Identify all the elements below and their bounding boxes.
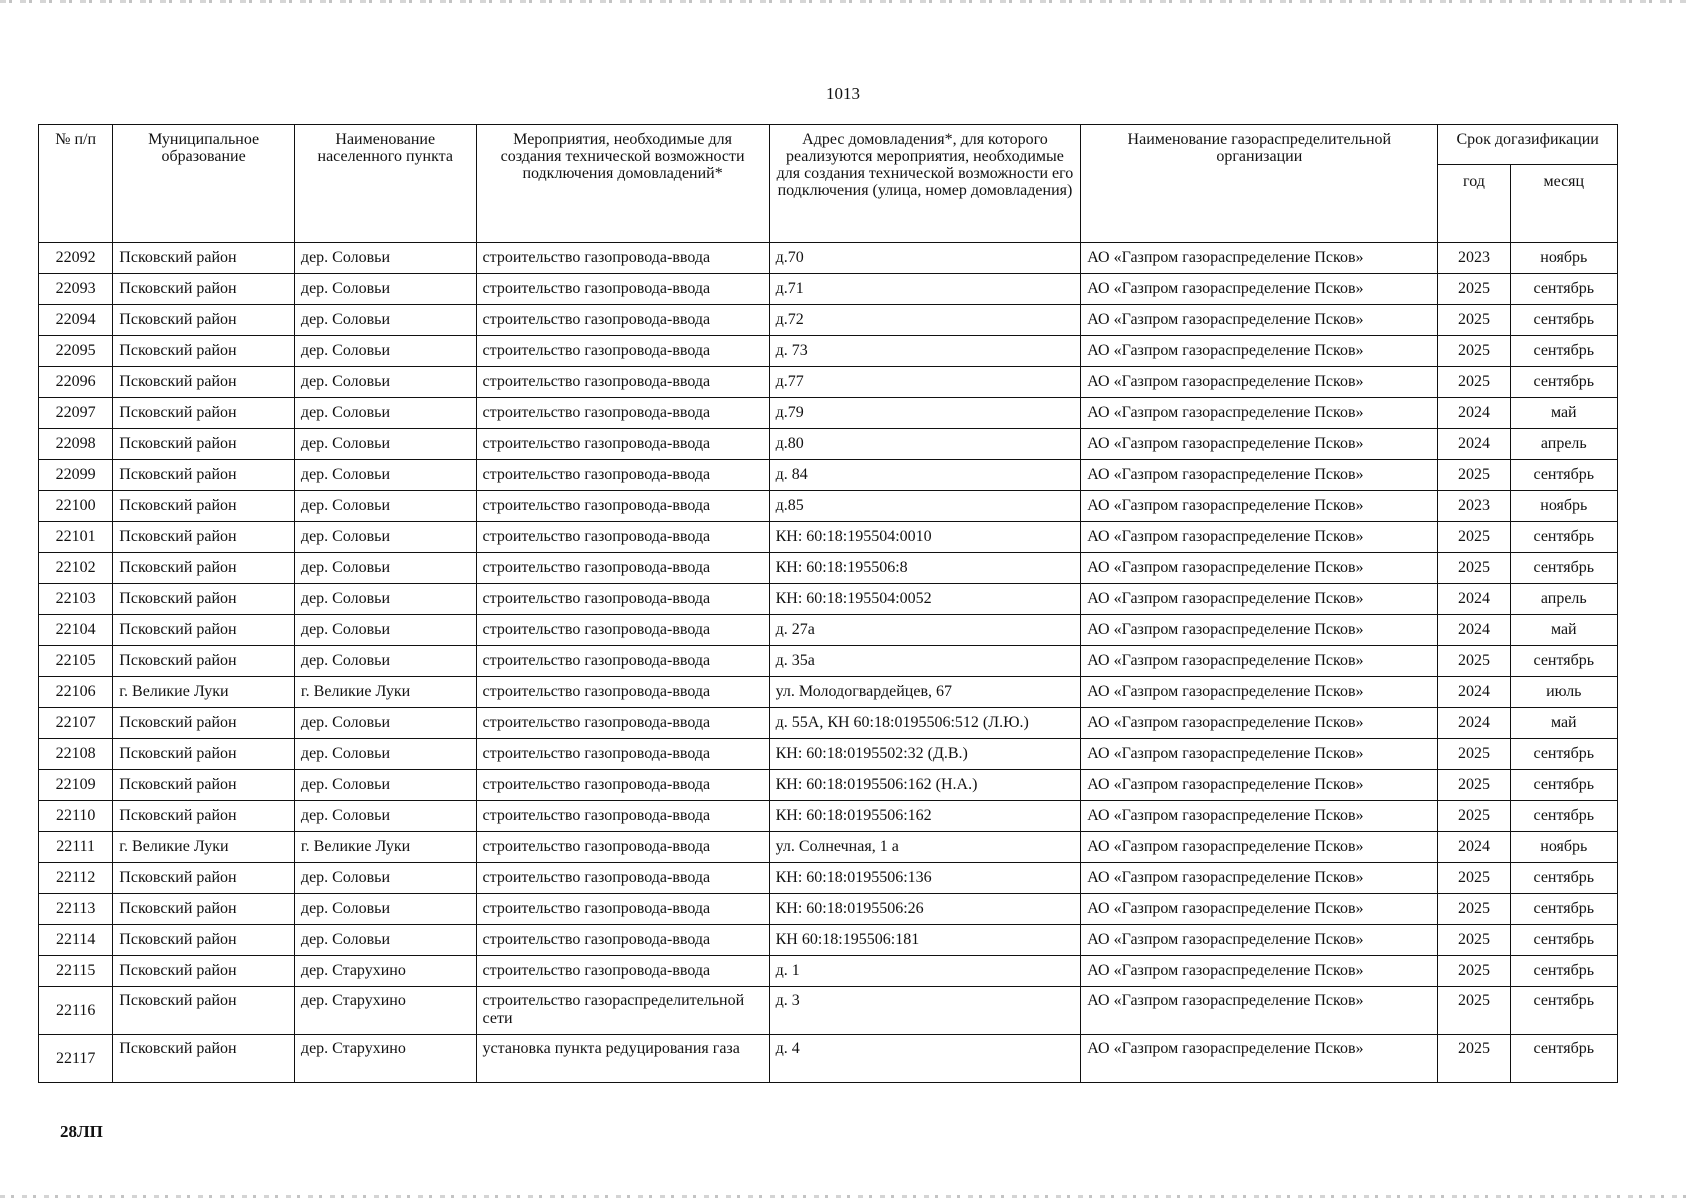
scan-edge-bottom [0,1195,1686,1198]
cell-settlement: дер. Соловьи [294,522,476,553]
cell-month: сентябрь [1510,925,1617,956]
cell-month: сентябрь [1510,646,1617,677]
cell-address: КН: 60:18:0195502:32 (Д.В.) [769,739,1081,770]
cell-month: сентябрь [1510,739,1617,770]
cell-org: АО «Газпром газораспределение Псков» [1081,832,1438,863]
cell-measure: строительство газопровода-ввода [476,274,769,305]
cell-year: 2025 [1438,274,1510,305]
cell-month: сентябрь [1510,522,1617,553]
cell-month: сентябрь [1510,894,1617,925]
cell-settlement: дер. Соловьи [294,801,476,832]
cell-measure: строительство газораспределительной сети [476,987,769,1035]
cell-month: апрель [1510,584,1617,615]
cell-settlement: дер. Старухино [294,1035,476,1083]
cell-municipality: Псковский район [113,801,295,832]
cell-measure: строительство газопровода-ввода [476,801,769,832]
cell-address: д.79 [769,398,1081,429]
cell-year: 2024 [1438,584,1510,615]
cell-month: сентябрь [1510,863,1617,894]
cell-year: 2023 [1438,491,1510,522]
cell-year: 2025 [1438,801,1510,832]
cell-measure: строительство газопровода-ввода [476,677,769,708]
cell-org: АО «Газпром газораспределение Псков» [1081,553,1438,584]
table-row [39,491,1618,522]
cell-measure: строительство газопровода-ввода [476,863,769,894]
cell-month: апрель [1510,429,1617,460]
cell-municipality: Псковский район [113,584,295,615]
cell-year: 2024 [1438,615,1510,646]
cell-settlement: дер. Соловьи [294,336,476,367]
cell-num: 22106 [39,677,113,708]
cell-num: 22094 [39,305,113,336]
cell-settlement: дер. Старухино [294,987,476,1035]
cell-num: 22097 [39,398,113,429]
cell-num: 22105 [39,646,113,677]
table-row [39,677,1618,708]
cell-year: 2025 [1438,956,1510,987]
table-row [39,1035,1618,1083]
cell-measure: строительство газопровода-ввода [476,553,769,584]
cell-address: КН: 60:18:0195506:26 [769,894,1081,925]
cell-municipality: Псковский район [113,956,295,987]
cell-measure: строительство газопровода-ввода [476,367,769,398]
cell-address: д.72 [769,305,1081,336]
cell-org: АО «Газпром газораспределение Псков» [1081,770,1438,801]
cell-measure: строительство газопровода-ввода [476,770,769,801]
cell-month: июль [1510,677,1617,708]
cell-municipality: Псковский район [113,615,295,646]
cell-num: 22096 [39,367,113,398]
cell-address: КН 60:18:195506:181 [769,925,1081,956]
cell-num: 22093 [39,274,113,305]
cell-measure: строительство газопровода-ввода [476,305,769,336]
cell-month: ноябрь [1510,243,1617,274]
cell-year: 2025 [1438,646,1510,677]
cell-month: сентябрь [1510,336,1617,367]
cell-org: АО «Газпром газораспределение Псков» [1081,801,1438,832]
cell-municipality: Псковский район [113,770,295,801]
table-row [39,522,1618,553]
cell-measure: строительство газопровода-ввода [476,739,769,770]
cell-num: 22101 [39,522,113,553]
table-row [39,305,1618,336]
cell-month: сентябрь [1510,956,1617,987]
header-measures: Мероприятия, необходимые для создания технической возможности подключения домовладений* [476,125,769,243]
cell-address: КН: 60:18:0195506:136 [769,863,1081,894]
cell-municipality: Псковский район [113,491,295,522]
cell-measure: строительство газопровода-ввода [476,708,769,739]
cell-num: 22102 [39,553,113,584]
cell-org: АО «Газпром газораспределение Псков» [1081,305,1438,336]
cell-num: 22117 [39,1035,113,1083]
cell-address: д. 3 [769,987,1081,1035]
cell-address: д.80 [769,429,1081,460]
cell-year: 2025 [1438,305,1510,336]
header-year: год [1438,165,1510,243]
cell-year: 2025 [1438,1035,1510,1083]
cell-num: 22100 [39,491,113,522]
cell-settlement: дер. Старухино [294,956,476,987]
cell-settlement: дер. Соловьи [294,615,476,646]
cell-settlement: дер. Соловьи [294,894,476,925]
cell-settlement: дер. Соловьи [294,708,476,739]
cell-org: АО «Газпром газораспределение Псков» [1081,646,1438,677]
cell-address: д.71 [769,274,1081,305]
cell-municipality: Псковский район [113,739,295,770]
cell-address: КН: 60:18:0195506:162 (Н.А.) [769,770,1081,801]
cell-measure: строительство газопровода-ввода [476,584,769,615]
cell-settlement: дер. Соловьи [294,460,476,491]
table-row [39,832,1618,863]
cell-year: 2025 [1438,336,1510,367]
cell-num: 22108 [39,739,113,770]
cell-address: ул. Солнечная, 1 а [769,832,1081,863]
cell-num: 22092 [39,243,113,274]
cell-org: АО «Газпром газораспределение Псков» [1081,677,1438,708]
cell-municipality: Псковский район [113,987,295,1035]
cell-settlement: дер. Соловьи [294,553,476,584]
cell-num: 22104 [39,615,113,646]
cell-measure: строительство газопровода-ввода [476,491,769,522]
cell-month: май [1510,708,1617,739]
table-row [39,553,1618,584]
header-term: Срок догазификации [1438,125,1618,165]
cell-municipality: Псковский район [113,367,295,398]
cell-address: КН: 60:18:195504:0010 [769,522,1081,553]
cell-settlement: дер. Соловьи [294,367,476,398]
cell-num: 22116 [39,987,113,1035]
table-row [39,894,1618,925]
cell-municipality: Псковский район [113,553,295,584]
cell-org: АО «Газпром газораспределение Псков» [1081,987,1438,1035]
cell-municipality: Псковский район [113,336,295,367]
cell-municipality: Псковский район [113,708,295,739]
cell-measure: строительство газопровода-ввода [476,925,769,956]
cell-year: 2024 [1438,708,1510,739]
cell-municipality: г. Великие Луки [113,677,295,708]
header-address: Адрес домовладения*, для которого реализуются мероприятия, необходимые для создания технической возможности его подключения (улица, номер домовладения) [769,125,1081,243]
table-row [39,336,1618,367]
cell-address: д. 73 [769,336,1081,367]
cell-address: д. 84 [769,460,1081,491]
cell-num: 22107 [39,708,113,739]
cell-measure: строительство газопровода-ввода [476,522,769,553]
table-row [39,708,1618,739]
cell-measure: строительство газопровода-ввода [476,894,769,925]
cell-num: 22115 [39,956,113,987]
cell-settlement: дер. Соловьи [294,584,476,615]
cell-settlement: дер. Соловьи [294,429,476,460]
cell-year: 2025 [1438,739,1510,770]
scan-edge-top [0,0,1686,3]
cell-municipality: Псковский район [113,460,295,491]
cell-municipality: Псковский район [113,429,295,460]
cell-measure: строительство газопровода-ввода [476,460,769,491]
cell-address: ул. Молодогвардейцев, 67 [769,677,1081,708]
cell-num: 22099 [39,460,113,491]
header-municipality: Муниципальное образование [113,125,295,243]
cell-settlement: дер. Соловьи [294,863,476,894]
cell-measure: строительство газопровода-ввода [476,646,769,677]
table-row [39,274,1618,305]
cell-municipality: Псковский район [113,894,295,925]
cell-municipality: г. Великие Луки [113,832,295,863]
cell-org: АО «Газпром газораспределение Псков» [1081,1035,1438,1083]
cell-address: д.77 [769,367,1081,398]
cell-num: 22113 [39,894,113,925]
cell-measure: строительство газопровода-ввода [476,615,769,646]
cell-municipality: Псковский район [113,646,295,677]
cell-num: 22109 [39,770,113,801]
cell-year: 2024 [1438,677,1510,708]
cell-month: сентябрь [1510,460,1617,491]
cell-measure: установка пункта редуцирования газа [476,1035,769,1083]
cell-year: 2024 [1438,832,1510,863]
cell-settlement: дер. Соловьи [294,739,476,770]
cell-org: АО «Газпром газораспределение Псков» [1081,460,1438,491]
cell-municipality: Псковский район [113,863,295,894]
cell-year: 2025 [1438,553,1510,584]
cell-year: 2025 [1438,987,1510,1035]
cell-settlement: дер. Соловьи [294,274,476,305]
cell-org: АО «Газпром газораспределение Псков» [1081,429,1438,460]
cell-year: 2025 [1438,522,1510,553]
cell-org: АО «Газпром газораспределение Псков» [1081,336,1438,367]
table-row [39,863,1618,894]
cell-settlement: г. Великие Луки [294,677,476,708]
cell-year: 2025 [1438,925,1510,956]
cell-num: 22098 [39,429,113,460]
cell-address: КН: 60:18:195504:0052 [769,584,1081,615]
cell-num: 22111 [39,832,113,863]
table-row [39,367,1618,398]
cell-municipality: Псковский район [113,1035,295,1083]
cell-address: д.85 [769,491,1081,522]
header-org: Наименование газораспределительной организации [1081,125,1438,243]
table-row [39,615,1618,646]
cell-org: АО «Газпром газораспределение Псков» [1081,708,1438,739]
cell-measure: строительство газопровода-ввода [476,832,769,863]
cell-municipality: Псковский район [113,522,295,553]
cell-measure: строительство газопровода-ввода [476,336,769,367]
cell-month: сентябрь [1510,801,1617,832]
cell-municipality: Псковский район [113,243,295,274]
cell-year: 2025 [1438,894,1510,925]
cell-settlement: г. Великие Луки [294,832,476,863]
cell-num: 22114 [39,925,113,956]
cell-measure: строительство газопровода-ввода [476,956,769,987]
cell-address: д.70 [769,243,1081,274]
header-settlement: Наименование населенного пункта [294,125,476,243]
footer-code: 28ЛП [60,1122,103,1141]
cell-org: АО «Газпром газораспределение Псков» [1081,243,1438,274]
cell-month: сентябрь [1510,367,1617,398]
cell-org: АО «Газпром газораспределение Псков» [1081,522,1438,553]
table-row [39,801,1618,832]
cell-settlement: дер. Соловьи [294,646,476,677]
header-num: № п/п [39,125,113,243]
cell-measure: строительство газопровода-ввода [476,429,769,460]
cell-municipality: Псковский район [113,305,295,336]
table-row [39,770,1618,801]
cell-month: сентябрь [1510,770,1617,801]
cell-year: 2025 [1438,770,1510,801]
cell-org: АО «Газпром газораспределение Псков» [1081,274,1438,305]
cell-org: АО «Газпром газораспределение Псков» [1081,925,1438,956]
table-row [39,646,1618,677]
cell-settlement: дер. Соловьи [294,770,476,801]
cell-month: сентябрь [1510,1035,1617,1083]
cell-address: д. 1 [769,956,1081,987]
cell-org: АО «Газпром газораспределение Псков» [1081,863,1438,894]
cell-settlement: дер. Соловьи [294,491,476,522]
cell-year: 2025 [1438,460,1510,491]
cell-year: 2023 [1438,243,1510,274]
cell-org: АО «Газпром газораспределение Псков» [1081,367,1438,398]
cell-municipality: Псковский район [113,925,295,956]
header-month: месяц [1510,165,1617,243]
table-row [39,243,1618,274]
table-row [39,987,1618,1035]
cell-address: КН: 60:18:0195506:162 [769,801,1081,832]
cell-month: сентябрь [1510,553,1617,584]
cell-month: май [1510,615,1617,646]
cell-measure: строительство газопровода-ввода [476,398,769,429]
gasification-table [38,124,1618,1083]
cell-month: сентябрь [1510,274,1617,305]
table-body [39,243,1618,1083]
cell-settlement: дер. Соловьи [294,925,476,956]
cell-org: АО «Газпром газораспределение Псков» [1081,398,1438,429]
cell-address: КН: 60:18:195506:8 [769,553,1081,584]
cell-address: д. 4 [769,1035,1081,1083]
cell-num: 22110 [39,801,113,832]
cell-settlement: дер. Соловьи [294,398,476,429]
cell-settlement: дер. Соловьи [294,243,476,274]
table-row [39,956,1618,987]
cell-settlement: дер. Соловьи [294,305,476,336]
cell-address: д. 55А, КН 60:18:0195506:512 (Л.Ю.) [769,708,1081,739]
cell-address: д. 35а [769,646,1081,677]
cell-num: 22103 [39,584,113,615]
cell-org: АО «Газпром газораспределение Псков» [1081,491,1438,522]
table-row [39,739,1618,770]
cell-year: 2024 [1438,429,1510,460]
table-row [39,429,1618,460]
cell-month: ноябрь [1510,832,1617,863]
cell-org: АО «Газпром газораспределение Псков» [1081,615,1438,646]
cell-org: АО «Газпром газораспределение Псков» [1081,739,1438,770]
cell-year: 2024 [1438,398,1510,429]
cell-address: д. 27а [769,615,1081,646]
cell-num: 22095 [39,336,113,367]
cell-org: АО «Газпром газораспределение Псков» [1081,894,1438,925]
cell-num: 22112 [39,863,113,894]
cell-org: АО «Газпром газораспределение Псков» [1081,584,1438,615]
cell-month: ноябрь [1510,491,1617,522]
cell-month: май [1510,398,1617,429]
cell-month: сентябрь [1510,987,1617,1035]
table-row [39,584,1618,615]
cell-year: 2025 [1438,367,1510,398]
table-row [39,925,1618,956]
cell-municipality: Псковский район [113,398,295,429]
cell-municipality: Псковский район [113,274,295,305]
cell-measure: строительство газопровода-ввода [476,243,769,274]
page-number: 1013 [826,84,860,103]
table-row [39,460,1618,491]
cell-year: 2025 [1438,863,1510,894]
table-row [39,398,1618,429]
cell-month: сентябрь [1510,305,1617,336]
cell-org: АО «Газпром газораспределение Псков» [1081,956,1438,987]
